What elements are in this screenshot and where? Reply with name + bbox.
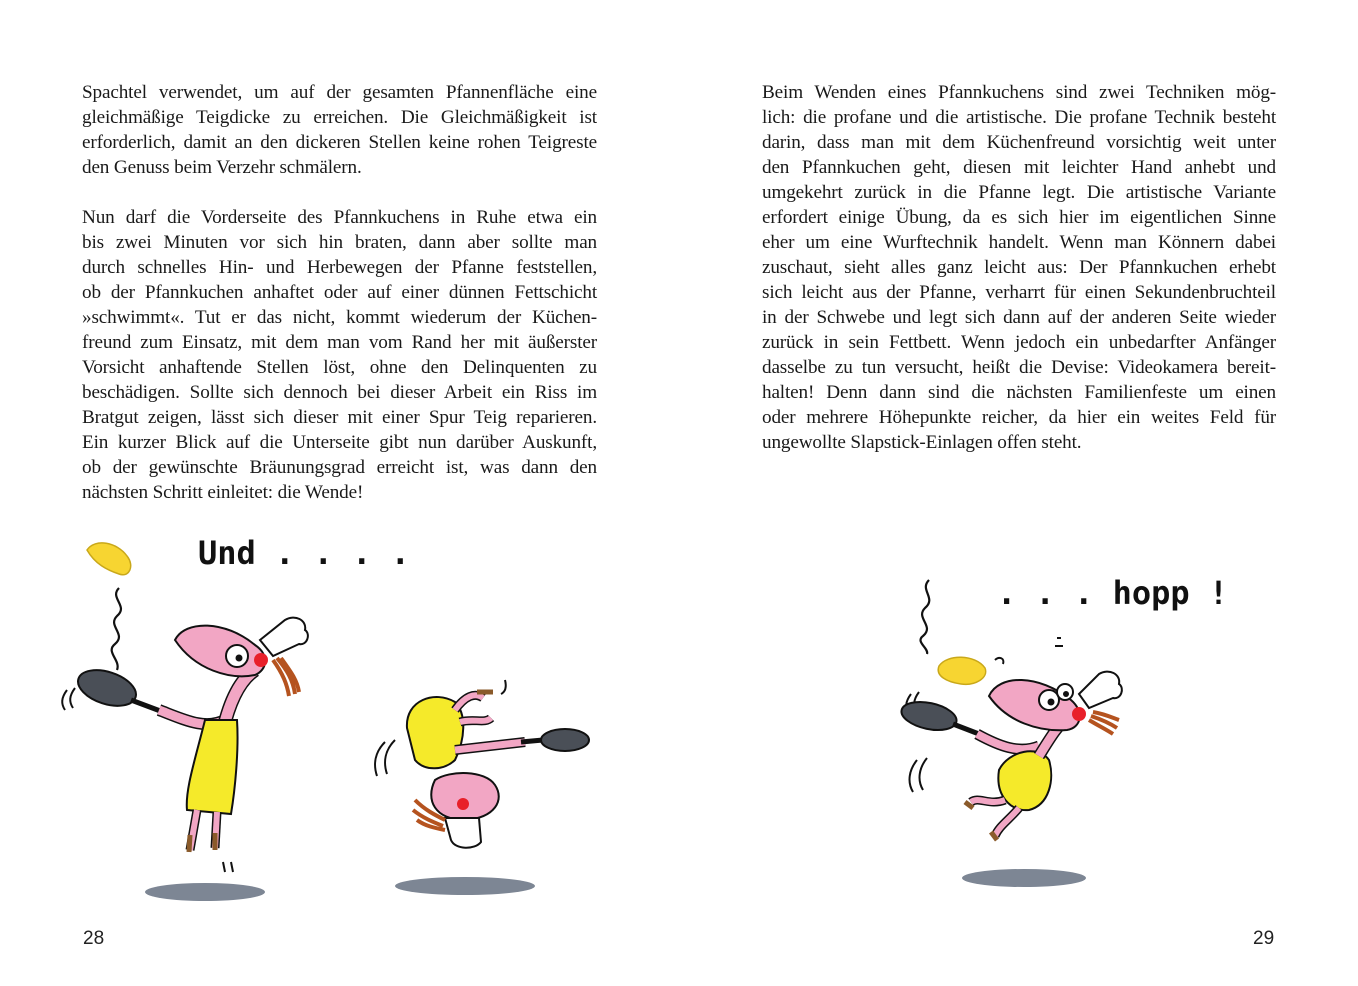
- text-line: oder mehrere Höhepunkte reicher, da hier ein weites Feld für: [762, 407, 1276, 428]
- cartoon-caption-und: Und . . . .: [198, 534, 410, 572]
- right-paragraph-1: [762, 80, 1276, 455]
- text-line: lich: die profane und die artistische. Die profane Technik besteht: [762, 107, 1276, 128]
- text-line: beschädigen. Sollte sich dennoch bei dieser Arbeit ein Riss im: [82, 382, 597, 403]
- text-line: durch schnelles Hin- und Herbewegen der Pfanne feststellen,: [82, 257, 597, 278]
- text-line: ob der gewünschte Bräunungsgrad erreicht ist, was dann den: [82, 457, 597, 478]
- cook-flipping-pancake-illustration: [899, 570, 1159, 900]
- text-line: Vorsicht anhaftende Stellen löst, ohne den Delinquenten zu: [82, 357, 597, 378]
- text-line: nächsten Schritt einleitet: die Wende!: [82, 482, 364, 503]
- cartoon-caption-hopp: . . . hopp !: [997, 574, 1229, 612]
- text-line: freund zum Einsatz, mit dem man vom Rand her mit äußerster: [82, 332, 597, 353]
- text-line: erfordert einige Übung, da es sich hier im eigentlichen Sinne: [762, 207, 1276, 228]
- text-line: halten! Denn dann sind die nächsten Familienfeste um einen: [762, 382, 1276, 403]
- left-paragraph-2: [82, 205, 597, 505]
- page-number: 29: [1253, 928, 1275, 949]
- text-line: ungewollte Slapstick-Einlagen offen steht.: [762, 432, 1082, 453]
- text-line: zurück in sein Fettbett. Wenn jedoch ein unbedarfter Anfänger: [762, 332, 1276, 353]
- text-line: dasselbe zu tun versucht, heißt die Devise: Videokamera bereit-: [762, 357, 1276, 378]
- text-line: Spachtel verwendet, um auf der gesamten Pfannenfläche eine: [82, 82, 597, 103]
- left-body-text: [82, 80, 597, 505]
- text-line: darin, dass man mit dem Küchenfreund vorsichtig weit unter: [762, 132, 1276, 153]
- text-line: gleichmäßige Teigdicke zu erreichen. Die Gleichmäßigkeit ist: [82, 107, 597, 128]
- text-line: erforderlich, damit an den dickeren Stellen keine rohen Teigreste: [82, 132, 597, 153]
- cook-tossing-pancake-illustration: [55, 530, 345, 910]
- text-line: eher um eine Wurftechnik handelt. Wenn man Könnern dabei: [762, 232, 1276, 253]
- text-line: bis zwei Minuten vor sich hin braten, dann aber sollte man: [82, 232, 597, 253]
- text-line: den Genuss beim Verzehr schmälern.: [82, 157, 362, 178]
- text-line: sich leicht aus der Pfanne, verharrt für einen Sekundenbruchteil: [762, 282, 1276, 303]
- text-line: Ein kurzer Blick auf die Unterseite gibt nun darüber Auskunft,: [82, 432, 597, 453]
- text-line: Bratgut zeigen, lässt sich dieser mit einer Spur Teig reparieren.: [82, 407, 597, 428]
- page-number: 28: [83, 928, 105, 949]
- text-line: in der Schwebe und legt sich dann auf der anderen Seite wieder: [762, 307, 1276, 328]
- cook-somersault-illustration: [355, 670, 595, 900]
- left-paragraph-1: [82, 80, 597, 180]
- text-line: ob der Pfannkuchen anhaftet oder auf einer dünnen Fettschicht: [82, 282, 597, 303]
- right-body-text: [762, 80, 1276, 455]
- right-page: [679, 0, 1358, 986]
- text-line: »schwimmt«. Tut er das nicht, kommt wiederum der Küchen-: [82, 307, 597, 328]
- text-line: zuschaut, sieht alles ganz leicht aus: Der Pfannkuchen erhebt: [762, 257, 1276, 278]
- text-line: Nun darf die Vorderseite des Pfannkuchens in Ruhe etwa ein: [82, 207, 597, 228]
- text-line: den Pfannkuchen geht, diesen mit leichter Hand anhebt und: [762, 157, 1276, 178]
- text-line: umgekehrt zurück in die Pfanne legt. Die artistische Variante: [762, 182, 1276, 203]
- text-line: Beim Wenden eines Pfannkuchens sind zwei Techniken mög-: [762, 82, 1276, 103]
